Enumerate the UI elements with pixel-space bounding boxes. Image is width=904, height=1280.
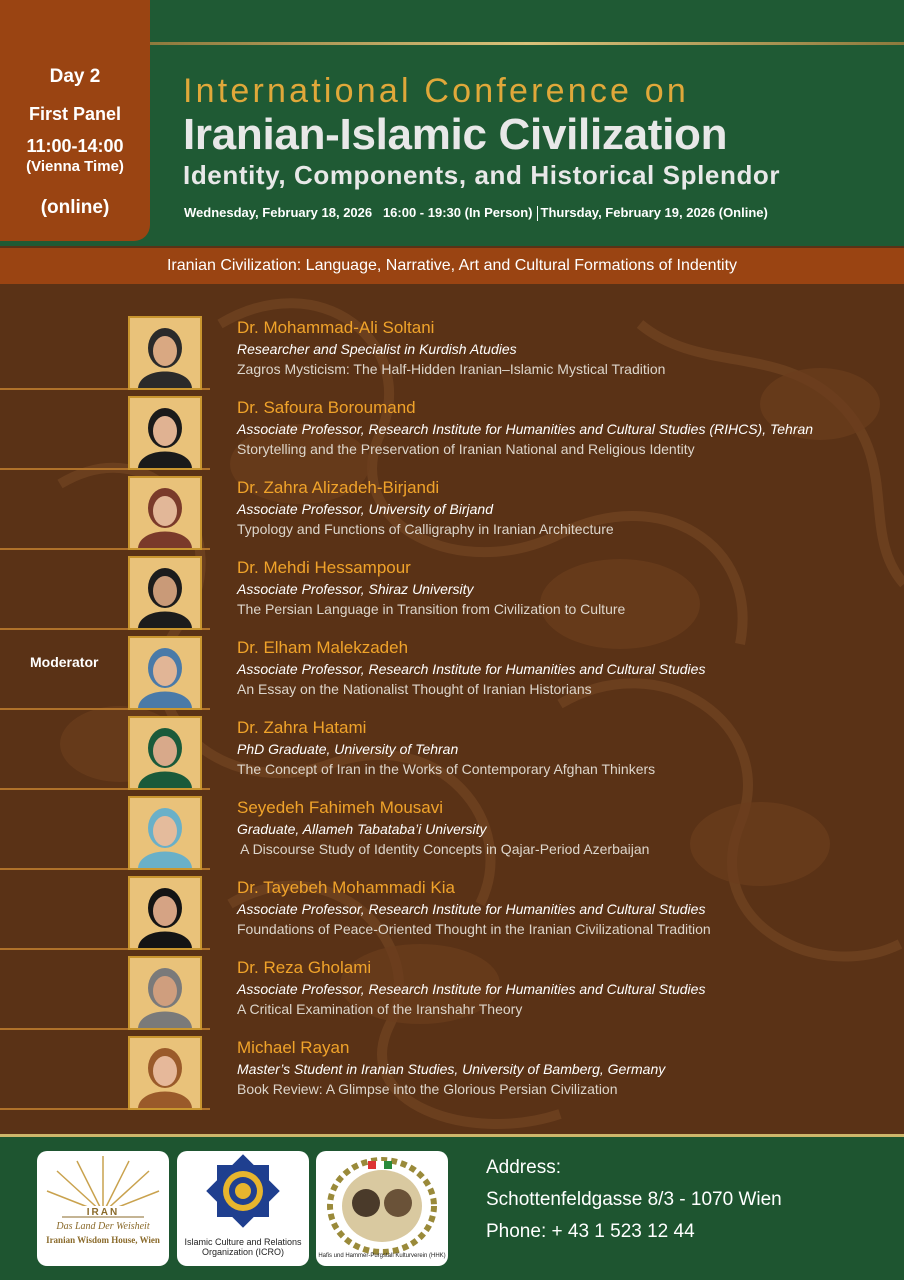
star-emblem-icon bbox=[177, 1151, 309, 1231]
speaker-row bbox=[0, 958, 904, 1038]
conference-title-line2: Iranian-Islamic Civilization bbox=[183, 110, 728, 159]
portrait-icon bbox=[130, 878, 200, 948]
panel-label: First Panel bbox=[28, 104, 122, 124]
speaker-row bbox=[0, 478, 904, 558]
footer bbox=[0, 1134, 904, 1280]
talk-title: Foundations of Peace-Oriented Thought in the Iranian Civilizational Tradition bbox=[237, 921, 711, 937]
talk-title: The Persian Language in Transition from Civilization to Culture bbox=[237, 601, 626, 617]
speaker-row bbox=[0, 398, 904, 478]
speaker-photo bbox=[128, 476, 202, 550]
icro-caption: Islamic Culture and Relations Organization (ICRO) bbox=[184, 1237, 302, 1257]
speaker-row bbox=[0, 798, 904, 878]
date-online: Thursday, February 19, 2026 (Online) bbox=[540, 205, 768, 220]
hhk-caption: Hafis und Hammer-Purgstall Kulturverein (HHK) bbox=[318, 1253, 446, 1259]
speaker-name: Dr. Reza Gholami bbox=[237, 958, 372, 977]
portrait-icon bbox=[130, 398, 200, 468]
speaker-row bbox=[0, 878, 904, 958]
speaker-photo bbox=[128, 716, 202, 790]
date-in-person: Wednesday, February 18, 2026 16:00 - 19:30 (In Person) bbox=[184, 205, 533, 220]
speaker-affiliation: Associate Professor, Research Institute for Humanities and Cultural Studies bbox=[237, 661, 706, 677]
hhk-logo bbox=[316, 1151, 448, 1266]
talk-title: A Discourse Study of Identity Concepts in Qajar-Period Azerbaijan bbox=[237, 841, 650, 857]
timezone-label: (Vienna Time) bbox=[26, 158, 124, 175]
speaker-row bbox=[0, 1038, 904, 1118]
panel-title: Iranian Civilization: Language, Narrative, Art and Cultural Formations of Indentity bbox=[0, 248, 904, 284]
portrait-icon bbox=[130, 318, 200, 388]
speaker-name: Dr. Elham Malekzadeh bbox=[237, 638, 409, 657]
conference-dates bbox=[184, 205, 768, 221]
portrait-icon bbox=[130, 798, 200, 868]
speaker-affiliation: Associate Professor, Research Institute for Humanities and Cultural Studies bbox=[237, 981, 706, 997]
talk-title: An Essay on the Nationalist Thought of Iranian Historians bbox=[237, 681, 592, 697]
speaker-photo bbox=[128, 956, 202, 1030]
speaker-photo bbox=[128, 796, 202, 870]
header bbox=[0, 0, 904, 246]
portrait-icon bbox=[130, 638, 200, 708]
logo1-mid: Das Land Der Weisheit bbox=[56, 1221, 150, 1232]
portrait-icon bbox=[130, 558, 200, 628]
speaker-name: Dr. Safoura Boroumand bbox=[237, 398, 416, 417]
conference-subtitle: Identity, Components, and Historical Splendor bbox=[183, 160, 781, 190]
speaker-name: Dr. Mehdi Hessampour bbox=[237, 558, 411, 577]
speaker-name: Dr. Zahra Alizadeh-Birjandi bbox=[237, 478, 440, 497]
moderator-label: Moderator bbox=[30, 654, 99, 670]
speaker-name: Michael Rayan bbox=[237, 1038, 350, 1057]
talk-title: The Concept of Iran in the Works of Contemporary Afghan Thinkers bbox=[237, 761, 656, 777]
iranian-wisdom-house-logo bbox=[37, 1151, 169, 1266]
wreath-portrait-icon bbox=[316, 1151, 448, 1266]
speaker-name: Dr. Zahra Hatami bbox=[237, 718, 367, 737]
portrait-icon bbox=[130, 718, 200, 788]
speaker-photo bbox=[128, 1036, 202, 1110]
speaker-affiliation: Researcher and Specialist in Kurdish Atudies bbox=[237, 341, 517, 357]
speaker-affiliation: Associate Professor, Research Institute for Humanities and Cultural Studies bbox=[237, 901, 706, 917]
portrait-icon bbox=[130, 478, 200, 548]
phone-text: Phone: + 43 1 523 12 44 bbox=[486, 1221, 695, 1242]
talk-title: Storytelling and the Preservation of Iranian National and Religious Identity bbox=[237, 441, 695, 457]
speaker-photo bbox=[128, 396, 202, 470]
address-text: Schottenfeldgasse 8/3 - 1070 Wien bbox=[486, 1189, 782, 1210]
day-badge bbox=[0, 0, 150, 241]
speaker-row bbox=[0, 318, 904, 398]
speaker-photo bbox=[128, 636, 202, 710]
speaker-affiliation: Graduate, Allameh Tabataba’i University bbox=[237, 821, 487, 837]
portrait-icon bbox=[130, 1038, 200, 1108]
speaker-photo bbox=[128, 316, 202, 390]
speaker-name: Dr. Tayebeh Mohammadi Kia bbox=[237, 878, 455, 897]
speaker-photo bbox=[128, 876, 202, 950]
talk-title: Typology and Functions of Calligraphy in Iranian Architecture bbox=[237, 521, 614, 537]
speakers-section bbox=[0, 284, 904, 1132]
date-separator bbox=[537, 206, 538, 221]
logo1-top: IRAN bbox=[86, 1207, 120, 1218]
speaker-photo bbox=[128, 556, 202, 630]
address-label: Address: bbox=[486, 1157, 561, 1178]
speaker-affiliation: Associate Professor, Research Institute for Humanities and Cultural Studies (RIHCS), Tehran bbox=[237, 421, 814, 437]
conference-title-line1: International Conference on bbox=[183, 72, 690, 110]
gold-divider bbox=[150, 42, 904, 45]
logo1-bottom: Iranian Wisdom House, Wien bbox=[46, 1235, 160, 1245]
speaker-name: Dr. Mohammad-Ali Soltani bbox=[237, 318, 435, 337]
speaker-affiliation: Associate Professor, Shiraz University bbox=[237, 581, 474, 597]
day-label: Day 2 bbox=[49, 66, 101, 87]
speaker-affiliation: Associate Professor, University of Birjand bbox=[237, 501, 493, 517]
speaker-row bbox=[0, 718, 904, 798]
talk-title: Zagros Mysticism: The Half-Hidden Iranian–Islamic Mystical Tradition bbox=[237, 361, 666, 377]
speaker-row bbox=[0, 638, 904, 718]
speaker-affiliation: PhD Graduate, University of Tehran bbox=[237, 741, 459, 757]
portrait-icon bbox=[130, 958, 200, 1028]
speaker-name: Seyedeh Fahimeh Mousavi bbox=[237, 798, 444, 817]
mode-label: (online) bbox=[40, 197, 110, 218]
time-label: 11:00-14:00 bbox=[26, 136, 124, 156]
speaker-row bbox=[0, 558, 904, 638]
speaker-affiliation: Master’s Student in Iranian Studies, University of Bamberg, Germany bbox=[237, 1061, 666, 1077]
talk-title: Book Review: A Glimpse into the Glorious Persian Civilization bbox=[237, 1081, 618, 1097]
talk-title: A Critical Examination of the Iranshahr Theory bbox=[237, 1001, 523, 1017]
icro-logo bbox=[177, 1151, 309, 1266]
